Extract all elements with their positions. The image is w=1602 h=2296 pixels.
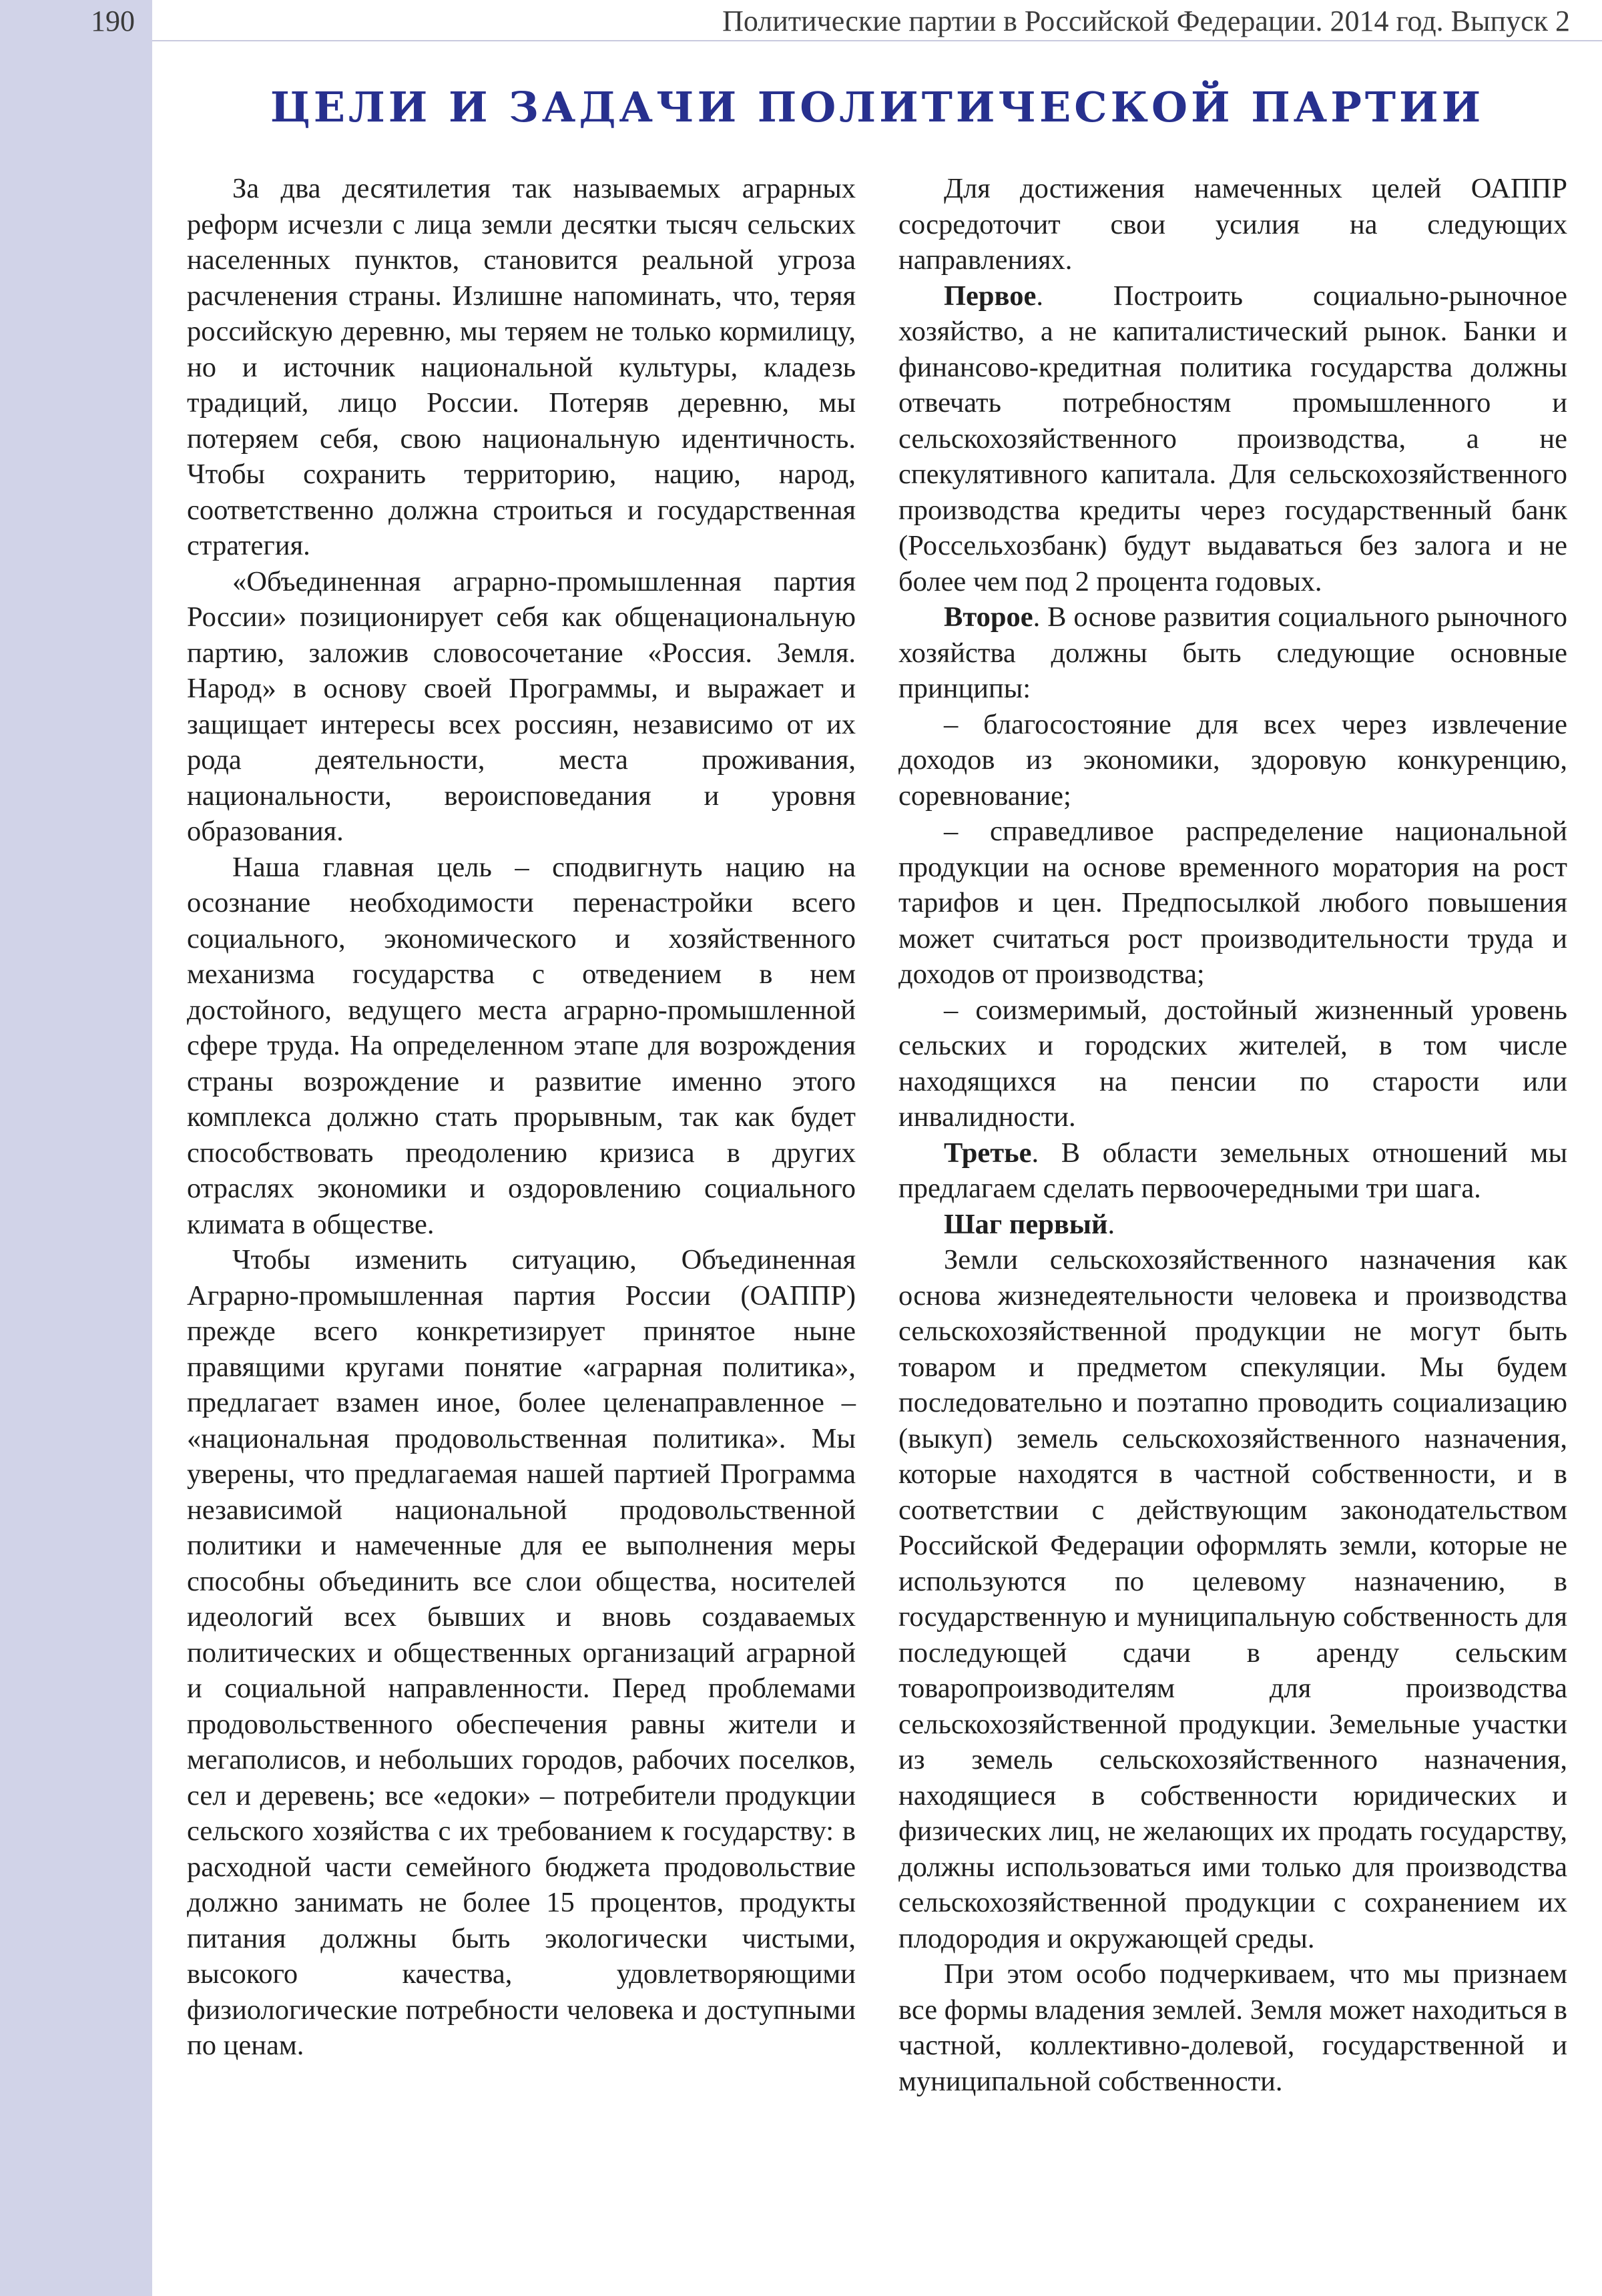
subheading-punct: . — [1107, 1208, 1115, 1240]
paragraph — [898, 599, 1567, 707]
side-color-band — [0, 0, 152, 2296]
paragraph: Чтобы изменить ситуацию, Объединенная Аграрно-промышленная партия России (ОАППР) прежде всего конкретизирует принятое ныне правящими кругами понятие «аграрная политика», предлагает взамен иное, более целенаправленное – «национальная продовольственная политика». Мы уверены, что предлагаемая нашей партией Программа независимой национальной продовольственной политики и намеченные для ее выполнения меры способны объединить все слои общества, носителей идеологий всех бывших и вновь создаваемых политических и общественных организаций аграрной и социальной направленности. Перед проблемами продовольственного обеспечения равны жители и мегаполисов, и небольших городов, рабочих поселков, сел и деревень; все «едоки» – потребители продукции сельского хозяйства с их требованием к государству: в расходной части семейного бюджета продовольствие должно занимать не более 15 процентов, продукты питания должны быть экологически чистыми, высокого качества, удовлетворяющими физиологические потребности человека и доступными по ценам. — [187, 1244, 856, 2061]
subheading — [898, 1207, 1567, 1243]
paragraph-label: Третье — [944, 1137, 1032, 1169]
list-item: – благосостояние для всех через извлечение доходов из экономики, здоровую конкуренцию, соревнование; — [898, 708, 1567, 812]
right-text-column — [898, 171, 1567, 2099]
paragraph — [898, 1135, 1567, 1207]
running-header: Политические партии в Российской Федерации. 2014 год. Выпуск 2 — [722, 5, 1570, 37]
paragraph: За два десятилетия так называемых аграрных реформ исчезли с лица земли десятки тысяч сельских населенных пунктов, становится реальной угроза расчленения страны. Излишне напоминать, что, теряя российскую деревню, мы теряем не только кормилицу, но и источник национальной культуры, кладезь традиций, лицо России. Потеряв деревню, мы потеряем себя, свою национальную идентичность. Чтобы сохранить территорию, нацию, народ, соответственно должна строиться и государственная стратегия. — [187, 173, 856, 561]
paragraph — [898, 278, 1567, 600]
paragraph: При этом особо подчеркиваем, что мы признаем все формы владения землей. Земля может находиться в частной, коллективно-долевой, государственной и муниципальной собственности. — [898, 1958, 1567, 2097]
list-item: – справедливое распределение национальной продукции на основе временного моратория на рост тарифов и цен. Предпосылкой любого повышения может считаться рост производительности труда и доходов от производства; — [898, 816, 1567, 990]
paragraph-label: Первое — [944, 280, 1037, 312]
paragraph-label: Второе — [944, 601, 1033, 633]
subheading-label: Шаг первый — [944, 1208, 1108, 1240]
paragraph: Земли сельскохозяйственного назначения как основа жизнедеятельности человека и производства сельскохозяйственной продукции не могут быть товаром и предметом спекуляции. Мы будем последовательно и поэтапно проводить социализацию (выкуп) земель сельскохозяйственного назначения, которые находятся в частной собственности, и в соответствии с действующим законодательством Российской Федерации оформлять земли, которые не используются по целевому назначению, в государственную и муниципальную собственность для последующей сдачи в аренду сельским товаропроизводителям для производства сельскохозяйственной продукции. Земельные участки из земель сельскохозяйственного назначения, находящиеся в собственности юридических и физических лиц, не желающих их продать государству, должны использоваться ими только для производства сельскохозяйственной продукции с сохранением их плодородия и окружающей среды. — [898, 1244, 1567, 1954]
left-text-column — [187, 171, 856, 2064]
paragraph: Для достижения намеченных целей ОАППР сосредоточит свои усилия на следующих направлениях. — [898, 173, 1567, 276]
paragraph: Наша главная цель – сподвигнуть нацию на осознание необходимости перенастройки всего социального, экономического и хозяйственного механизма государства с отведением в нем достойного, ведущего места аграрно-промышленной сфере труда. На определенном этапе для возрождения страны возрождение и развитие именно этого комплекса должно стать прорывным, так как будет способствовать преодолению кризиса в других отраслях экономики и оздоровлению социального климата в обществе. — [187, 851, 856, 1240]
paragraph-text: . В области земельных отношений мы предлагаем сделать первоочередными три шага. — [898, 1137, 1567, 1204]
list-item: – соизмеримый, достойный жизненный уровень сельских и городских жителей, в том числе находящихся на пенсии по старости или инвалидности. — [898, 994, 1567, 1133]
paragraph-text: . Построить социально-рыночное хозяйство, а не капиталистический рынок. Банки и финансово-кредитная политика государства должны отвечать потребностям промышленного и сельскохозяйственного производства, а не спекулятивного капитала. Для сельскохозяйственного производства кредиты через государственный банк (Россельхозбанк) будут выдаваться без залога и не более чем под 2 процента годовых. — [898, 280, 1567, 597]
header-divider — [152, 40, 1602, 41]
paragraph-text: . В основе развития социального рыночного хозяйства должны быть следующие основные принципы: — [898, 601, 1567, 704]
paragraph: «Объединенная аграрно-промышленная партия России» позиционирует себя как общенациональную партию, заложив словосочетание «Россия. Земля. Народ» в основу своей Программы, и выражает и защищает интересы всех россиян, независимо от их рода деятельности, места проживания, национальности, вероисповедания и уровня образования. — [187, 565, 856, 847]
section-title: ЦЕЛИ И ЗАДАЧИ ПОЛИТИЧЕСКОЙ ПАРТИИ — [270, 83, 1485, 131]
page-number: 190 — [91, 5, 135, 37]
